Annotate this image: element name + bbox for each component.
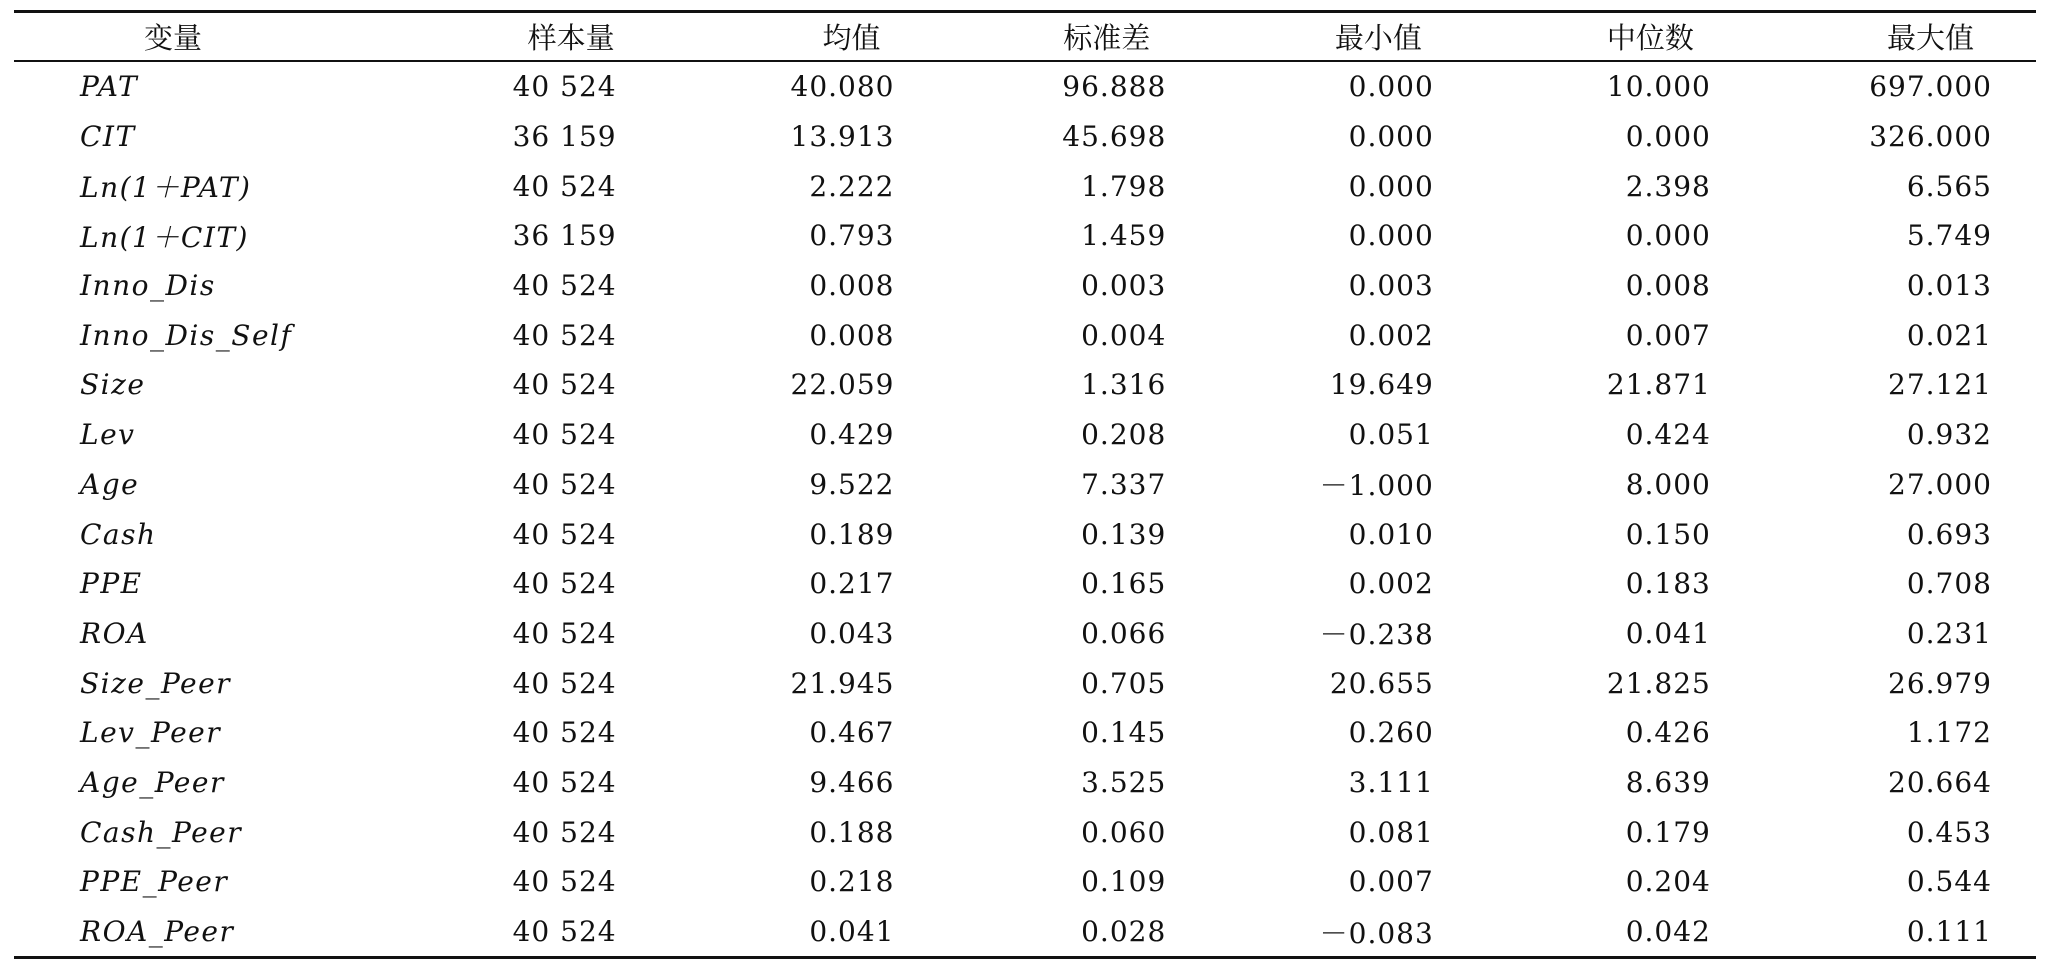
cell-sample-size: 40 524 (512, 318, 617, 352)
cell-sample-size: 36 159 (512, 219, 617, 253)
cell-max: 0.708 (1906, 567, 1992, 601)
table-row (14, 360, 2036, 410)
cell-sample-size: 40 524 (512, 517, 617, 551)
cell-std-dev: 3.525 (1081, 765, 1167, 799)
cell-sample-size: 40 524 (512, 467, 617, 501)
cell-median: 0.204 (1625, 865, 1711, 899)
cell-min: 3.111 (1348, 765, 1434, 799)
cell-sample-size: 40 524 (512, 169, 617, 203)
cell-median: 0.008 (1625, 269, 1711, 303)
table-row (14, 161, 2036, 211)
table-row (14, 758, 2036, 808)
cell-median: 0.426 (1625, 716, 1711, 750)
cell-std-dev: 1.459 (1081, 219, 1167, 253)
cell-min: 19.649 (1329, 368, 1434, 402)
cell-min: －1.000 (1319, 469, 1434, 503)
table-row (14, 211, 2036, 261)
cell-max: 0.453 (1906, 815, 1992, 849)
cell-max: 326.000 (1869, 120, 1992, 154)
cell-mean: 13.913 (790, 120, 895, 154)
cell-variable: Age (80, 467, 140, 501)
header-std-dev: 标准差 (939, 12, 1211, 62)
cell-std-dev: 96.888 (1062, 70, 1167, 104)
cell-min: 0.000 (1348, 120, 1434, 154)
cell-median: 21.825 (1606, 666, 1711, 700)
cell-mean: 9.522 (809, 467, 895, 501)
cell-variable: ROA (80, 616, 149, 650)
cell-variable: Size (80, 368, 146, 402)
cell-sample-size: 40 524 (512, 765, 617, 799)
table-row (14, 658, 2036, 708)
table-row (14, 708, 2036, 758)
table-body (14, 61, 2036, 958)
table-row (14, 857, 2036, 907)
cell-std-dev: 7.337 (1081, 467, 1167, 501)
cell-std-dev: 0.208 (1081, 418, 1167, 452)
cell-variable: ROA_Peer (80, 915, 235, 949)
cell-variable: Size_Peer (80, 666, 232, 700)
cell-mean: 0.008 (809, 269, 895, 303)
cell-mean: 2.222 (809, 169, 895, 203)
table-row (14, 410, 2036, 460)
cell-variable: Age_Peer (80, 765, 225, 799)
cell-std-dev: 0.139 (1081, 517, 1167, 551)
cell-max: 0.544 (1906, 865, 1992, 899)
cell-sample-size: 36 159 (512, 120, 617, 154)
cell-max: 27.121 (1888, 368, 1992, 402)
cell-min: 20.655 (1329, 666, 1434, 700)
cell-sample-size: 40 524 (512, 616, 617, 650)
table-row (14, 261, 2036, 311)
cell-median: 10.000 (1606, 70, 1711, 104)
cell-median: 0.041 (1625, 616, 1711, 650)
cell-mean: 0.793 (809, 219, 895, 253)
cell-max: 0.111 (1906, 915, 1992, 949)
cell-mean: 0.467 (809, 716, 895, 750)
table-row (14, 807, 2036, 857)
cell-variable: PAT (80, 70, 139, 104)
cell-sample-size: 40 524 (512, 666, 617, 700)
cell-std-dev: 0.066 (1081, 616, 1167, 650)
cell-mean: 0.188 (809, 815, 895, 849)
cell-median: 21.871 (1606, 368, 1711, 402)
cell-median: 0.000 (1625, 219, 1711, 253)
cell-max: 0.693 (1906, 517, 1992, 551)
cell-variable: PPE_Peer (80, 865, 229, 899)
cell-std-dev: 0.003 (1081, 269, 1167, 303)
cell-min: 0.260 (1348, 716, 1434, 750)
cell-std-dev: 45.698 (1062, 120, 1167, 154)
header-max: 最大值 (1755, 12, 2036, 62)
table-row (14, 460, 2036, 510)
cell-std-dev: 0.705 (1081, 666, 1167, 700)
cell-variable: CIT (80, 120, 136, 154)
cell-std-dev: 1.316 (1081, 368, 1167, 402)
cell-mean: 0.217 (809, 567, 895, 601)
header-sample-size: 样本量 (457, 12, 663, 62)
cell-std-dev: 0.028 (1081, 915, 1167, 949)
cell-min: 0.000 (1348, 70, 1434, 104)
cell-median: 0.042 (1625, 915, 1711, 949)
cell-std-dev: 0.109 (1081, 865, 1167, 899)
cell-median: 8.000 (1625, 467, 1711, 501)
cell-median: 0.007 (1625, 318, 1711, 352)
cell-max: 27.000 (1888, 467, 1992, 501)
cell-max: 0.932 (1906, 418, 1992, 452)
cell-max: 697.000 (1869, 70, 1992, 104)
cell-min: －0.238 (1319, 618, 1434, 652)
header-row (14, 12, 2036, 62)
cell-min: 0.002 (1348, 318, 1434, 352)
cell-mean: 9.466 (809, 765, 895, 799)
cell-mean: 0.189 (809, 517, 895, 551)
cell-mean: 21.945 (790, 666, 895, 700)
cell-variable: Lev (80, 418, 136, 452)
descriptive-statistics-table-container (14, 10, 2036, 959)
cell-sample-size: 40 524 (512, 269, 617, 303)
cell-min: －0.083 (1319, 916, 1434, 950)
cell-min: 0.081 (1348, 815, 1434, 849)
cell-mean: 0.041 (809, 915, 895, 949)
cell-min: 0.010 (1348, 517, 1434, 551)
cell-max: 26.979 (1888, 666, 1992, 700)
cell-sample-size: 40 524 (512, 368, 617, 402)
cell-sample-size: 40 524 (512, 915, 617, 949)
cell-min: 0.051 (1348, 418, 1434, 452)
header-min: 最小值 (1210, 12, 1474, 62)
cell-mean: 0.043 (809, 616, 895, 650)
cell-sample-size: 40 524 (512, 418, 617, 452)
cell-max: 20.664 (1888, 765, 1992, 799)
cell-median: 0.150 (1625, 517, 1711, 551)
cell-std-dev: 0.165 (1081, 567, 1167, 601)
table-row (14, 609, 2036, 659)
cell-max: 6.565 (1906, 169, 1992, 203)
cell-mean: 22.059 (790, 368, 895, 402)
table-row (14, 509, 2036, 559)
header-median: 中位数 (1474, 12, 1755, 62)
cell-sample-size: 40 524 (512, 567, 617, 601)
cell-min: 0.003 (1348, 269, 1434, 303)
cell-median: 0.000 (1625, 120, 1711, 154)
cell-sample-size: 40 524 (512, 716, 617, 750)
cell-max: 0.021 (1906, 318, 1992, 352)
cell-variable: Inno_Dis (80, 269, 216, 303)
cell-sample-size: 40 524 (512, 865, 617, 899)
table-row (14, 112, 2036, 162)
table-row (14, 559, 2036, 609)
cell-median: 0.179 (1625, 815, 1711, 849)
cell-max: 0.231 (1906, 616, 1992, 650)
cell-mean: 0.429 (809, 418, 895, 452)
cell-median: 2.398 (1625, 169, 1711, 203)
cell-sample-size: 40 524 (512, 815, 617, 849)
cell-max: 5.749 (1906, 219, 1992, 253)
descriptive-statistics-table (14, 10, 2036, 959)
table-row (14, 61, 2036, 112)
cell-variable: Cash_Peer (80, 815, 243, 849)
cell-min: 0.000 (1348, 169, 1434, 203)
cell-max: 0.013 (1906, 269, 1992, 303)
cell-min: 0.007 (1348, 865, 1434, 899)
cell-std-dev: 0.145 (1081, 716, 1167, 750)
cell-std-dev: 0.060 (1081, 815, 1167, 849)
cell-sample-size: 40 524 (512, 70, 617, 104)
header-mean: 均值 (663, 12, 939, 62)
cell-mean: 0.218 (809, 865, 895, 899)
cell-variable: Ln(1＋CIT) (80, 220, 249, 254)
header-variable: 变量 (14, 12, 457, 62)
cell-std-dev: 0.004 (1081, 318, 1167, 352)
table-header (14, 12, 2036, 62)
cell-min: 0.000 (1348, 219, 1434, 253)
cell-mean: 0.008 (809, 318, 895, 352)
cell-variable: Ln(1＋PAT) (80, 171, 252, 205)
table-row (14, 907, 2036, 958)
cell-std-dev: 1.798 (1081, 169, 1167, 203)
cell-variable: Lev_Peer (80, 716, 222, 750)
cell-median: 8.639 (1625, 765, 1711, 799)
cell-mean: 40.080 (790, 70, 895, 104)
cell-median: 0.183 (1625, 567, 1711, 601)
cell-variable: PPE (80, 567, 143, 601)
table-row (14, 310, 2036, 360)
cell-median: 0.424 (1625, 418, 1711, 452)
cell-max: 1.172 (1906, 716, 1992, 750)
cell-variable: Inno_Dis_Self (80, 318, 293, 352)
cell-min: 0.002 (1348, 567, 1434, 601)
cell-variable: Cash (80, 517, 157, 551)
